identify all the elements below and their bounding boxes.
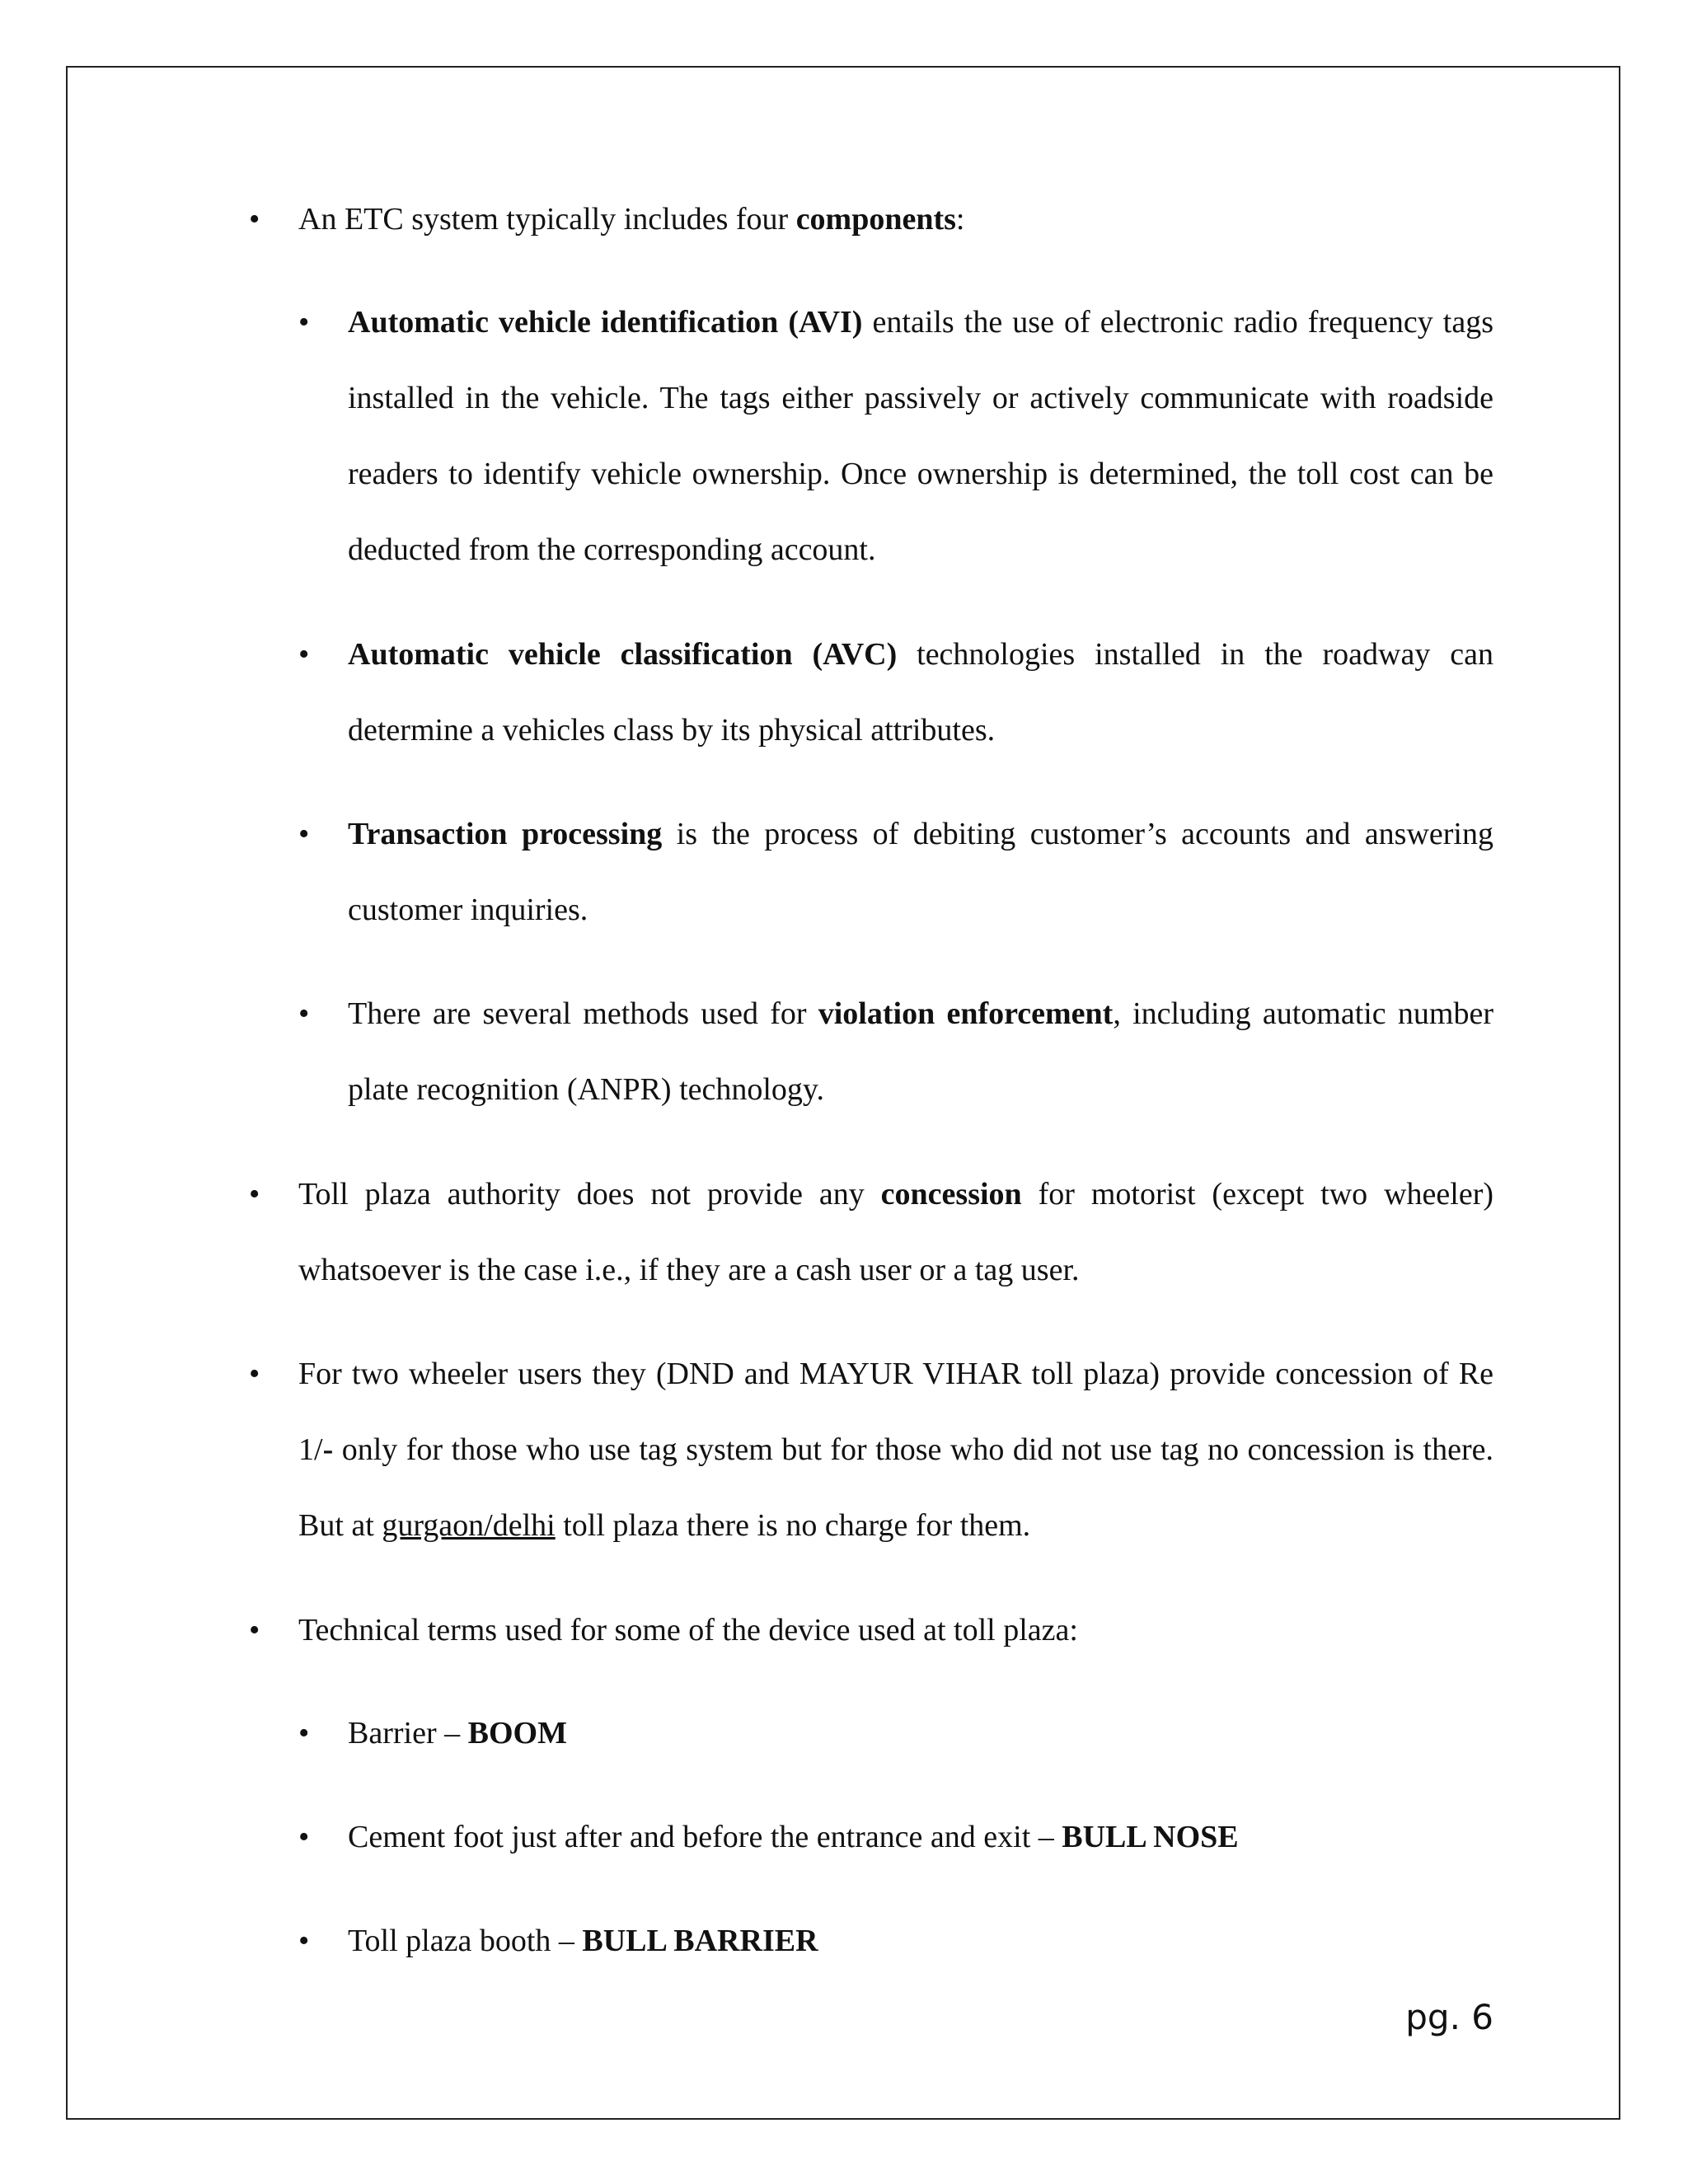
bullet: •	[249, 1613, 260, 1647]
list-item	[298, 1903, 1493, 1979]
list-item	[249, 1156, 1493, 1308]
bullet: •	[298, 817, 310, 851]
bullet: •	[249, 1177, 260, 1212]
bullet: •	[298, 1924, 310, 1958]
item-text: Transaction processing is the process of debiting customer’s accounts and answering customer inquiries.	[348, 817, 1493, 927]
list-item	[249, 1592, 1493, 1668]
item-text: An ETC system typically includes four components:	[298, 202, 965, 237]
item-text: For two wheeler users they (DND and MAYUR VIHAR toll plaza) provide concession of Re 1/- only for those who use tag system but for those who did not use tag no concession is there. But at gurgaon/delhi toll plaza there is no charge for them.	[298, 1357, 1493, 1543]
item-text: Cement foot just after and before the entrance and exit – BULL NOSE	[348, 1820, 1239, 1854]
bullet: •	[298, 1820, 310, 1854]
list-item	[298, 976, 1493, 1127]
list-item	[298, 284, 1493, 588]
bullet: •	[298, 637, 310, 672]
item-text: Automatic vehicle identification (AVI) entails the use of electronic radio frequency tags installed in the vehicle. The tags either passively or actively communicate with roadside readers to identify vehicle ownership. Once ownership is determined, the toll cost can be deducted from the corresponding account.	[348, 305, 1493, 567]
page-number: pg. 6	[1405, 1997, 1493, 2037]
bullet: •	[249, 1357, 260, 1391]
item-text: Toll plaza authority does not provide any concession for motorist (except two wheeler) whatsoever is the case i.e., if they are a cash user or a tag user.	[298, 1177, 1493, 1287]
bullet: •	[249, 202, 260, 237]
bullet: •	[298, 305, 310, 340]
list-item	[249, 181, 1493, 257]
list-item	[298, 1695, 1493, 1771]
bullet: •	[298, 1716, 310, 1750]
bullet: •	[298, 996, 310, 1031]
list-item	[298, 1799, 1493, 1875]
list-item	[298, 796, 1493, 948]
item-text: Toll plaza booth – BULL BARRIER	[348, 1924, 818, 1958]
list-item	[249, 1336, 1493, 1563]
item-text: Barrier – BOOM	[348, 1716, 567, 1750]
item-text: Automatic vehicle classification (AVC) technologies installed in the roadway can determine a vehicles class by its physical attributes.	[348, 637, 1493, 748]
item-text: Technical terms used for some of the device used at toll plaza:	[298, 1613, 1078, 1647]
link-gurgaon-delhi: gurgaon/delhi	[382, 1508, 556, 1543]
list-item	[298, 616, 1493, 768]
item-text: There are several methods used for violation enforcement, including automatic number plate recognition (ANPR) technology.	[348, 996, 1493, 1107]
